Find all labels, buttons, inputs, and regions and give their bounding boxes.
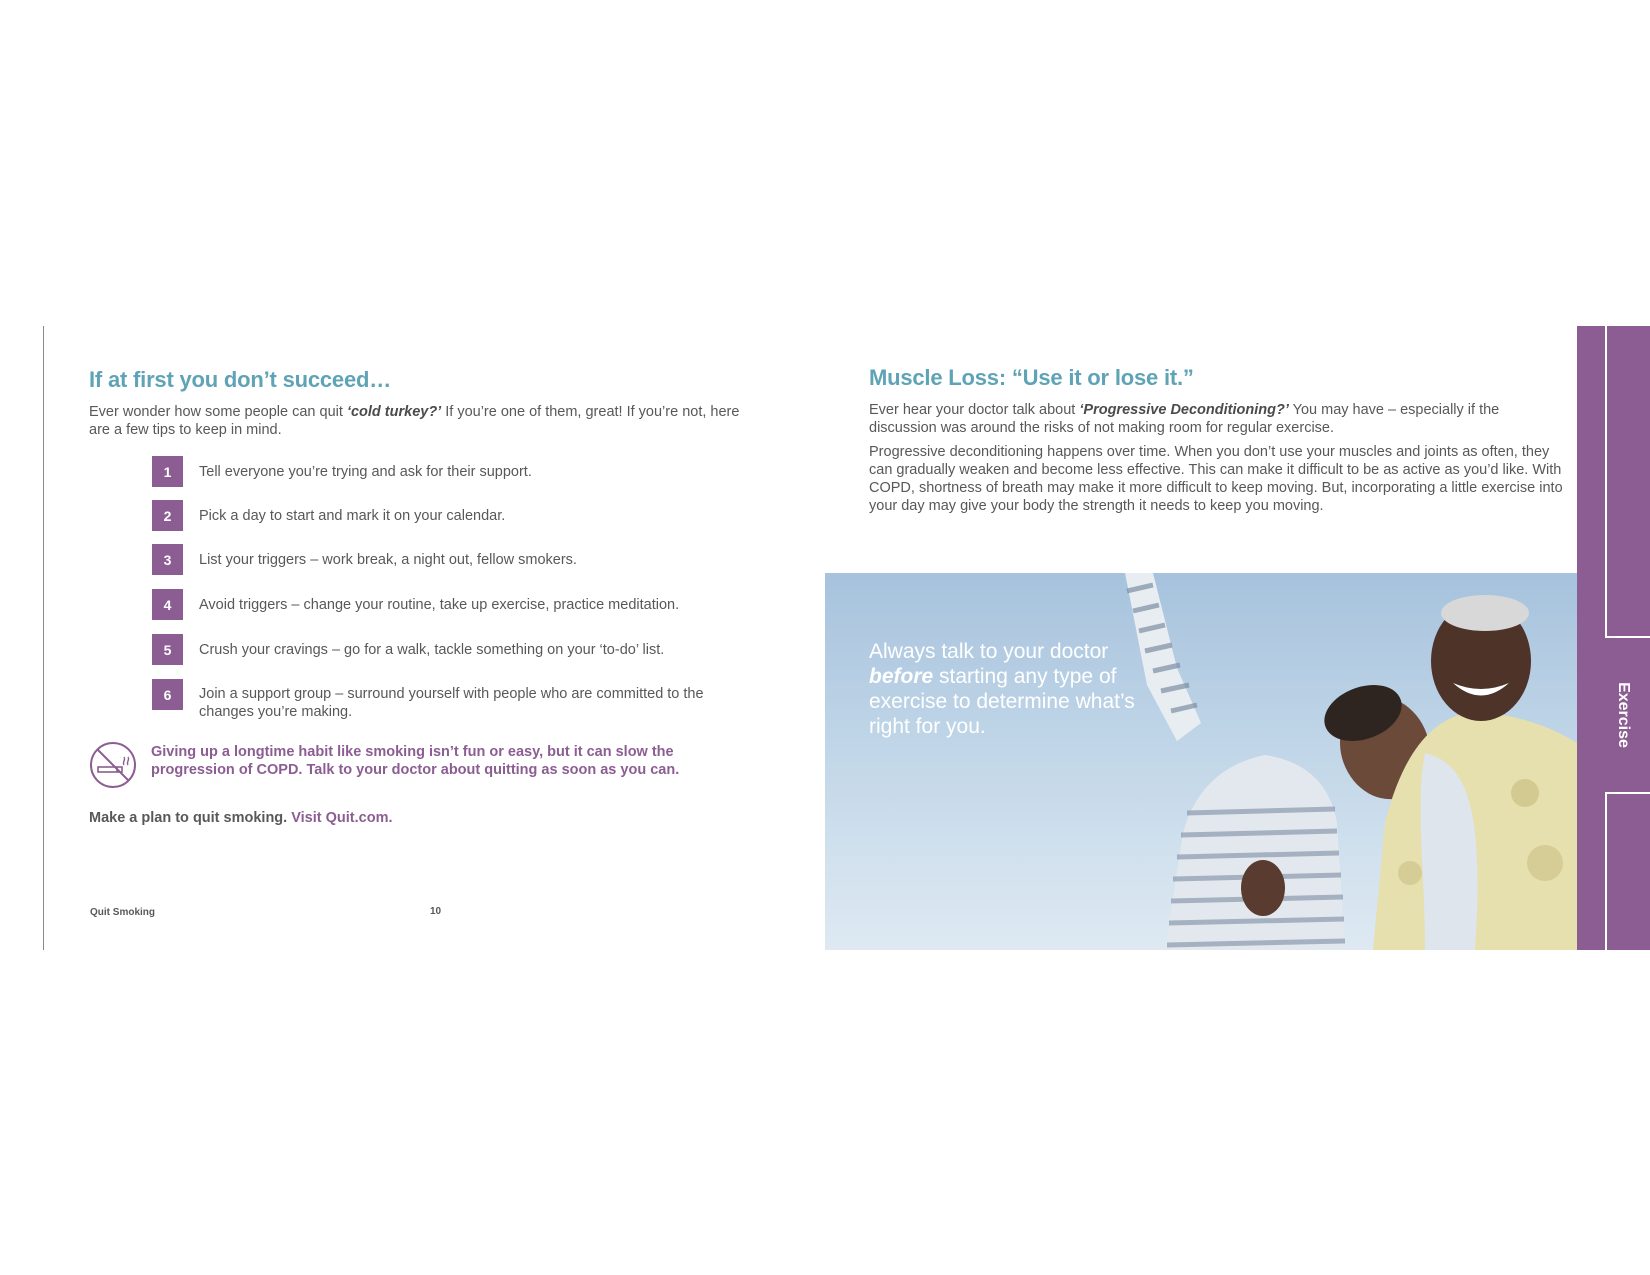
quit-com-link[interactable]: Visit Quit.com. bbox=[291, 810, 393, 826]
tip-number-badge: 1 bbox=[152, 456, 183, 487]
tip-text: Join a support group – surround yourself with people who are committed to the changes you’re making. bbox=[199, 686, 704, 720]
tab-divider bbox=[1605, 636, 1650, 638]
tip-number-badge: 6 bbox=[152, 679, 183, 710]
quit-plan-line: Make a plan to quit smoking. Visit Quit.com. bbox=[89, 810, 393, 826]
cold-turkey-emphasis: ‘cold turkey?’ bbox=[346, 404, 442, 420]
tip-text: Crush your cravings – go for a walk, tackle something on your ‘to-do’ list. bbox=[199, 642, 665, 658]
tip-text: Avoid triggers – change your routine, take up exercise, practice meditation. bbox=[199, 597, 680, 613]
tip-text: Pick a day to start and mark it on your calendar. bbox=[199, 508, 506, 524]
tip-text: List your triggers – work break, a night out, fellow smokers. bbox=[199, 552, 577, 568]
right-heading: Muscle Loss: “Use it or lose it.” bbox=[869, 365, 1194, 390]
tab-divider bbox=[1605, 792, 1607, 950]
photo-illustration bbox=[825, 573, 1577, 950]
callout-text: Giving up a longtime habit like smoking isn’t fun or easy, but it can slow the progression of COPD. Talk to your doctor about quitting as soon as you can. bbox=[151, 744, 680, 778]
tip-text: Tell everyone you’re trying and ask for their support. bbox=[199, 464, 532, 480]
couple-exercise-photo bbox=[825, 573, 1577, 950]
tip-number-badge: 2 bbox=[152, 500, 183, 531]
right-paragraph-1: Ever hear your doctor talk about ‘Progressive Deconditioning?’ You may have – especially if the discussion was around the risks of not making room for regular exercise. bbox=[869, 402, 1500, 436]
tip-number-badge: 4 bbox=[152, 589, 183, 620]
doctor-advice-quote: Always talk to your doctor before starting any type of exercise to determine what’s right for you. bbox=[869, 640, 1135, 738]
tip-number-badge: 3 bbox=[152, 544, 183, 575]
footer-section-title: Quit Smoking bbox=[90, 907, 155, 918]
left-intro: Ever wonder how some people can quit ‘cold turkey?’ If you’re one of them, great! If you’re not, here are a few tips to keep in mind. bbox=[89, 404, 740, 438]
tab-divider bbox=[1605, 326, 1607, 637]
page-spine-line bbox=[43, 326, 44, 950]
section-tab-strip bbox=[1577, 326, 1650, 950]
tab-divider bbox=[1605, 792, 1650, 794]
left-page bbox=[89, 326, 749, 950]
before-emphasis: before bbox=[869, 665, 934, 688]
no-smoking-icon bbox=[89, 741, 137, 789]
smoking-callout bbox=[89, 741, 749, 791]
tip-number-badge: 5 bbox=[152, 634, 183, 665]
left-heading: If at first you don’t succeed… bbox=[89, 367, 392, 392]
right-paragraph-2: Progressive deconditioning happens over time. When you don’t use your muscles and joints as often, they can gradually weaken and become less effective. This can make it difficult to be as active as you’d like. With COPD, shortness of breath may make it more difficult to keep moving. But, incorporating a little exercise into your day may give your body the strength it needs to keep you moving. bbox=[869, 444, 1563, 514]
tab-exercise-label: Exercise bbox=[1615, 682, 1632, 748]
progressive-deconditioning-emphasis: ‘Progressive Deconditioning?’ bbox=[1079, 402, 1289, 418]
page-number: 10 bbox=[430, 906, 442, 917]
